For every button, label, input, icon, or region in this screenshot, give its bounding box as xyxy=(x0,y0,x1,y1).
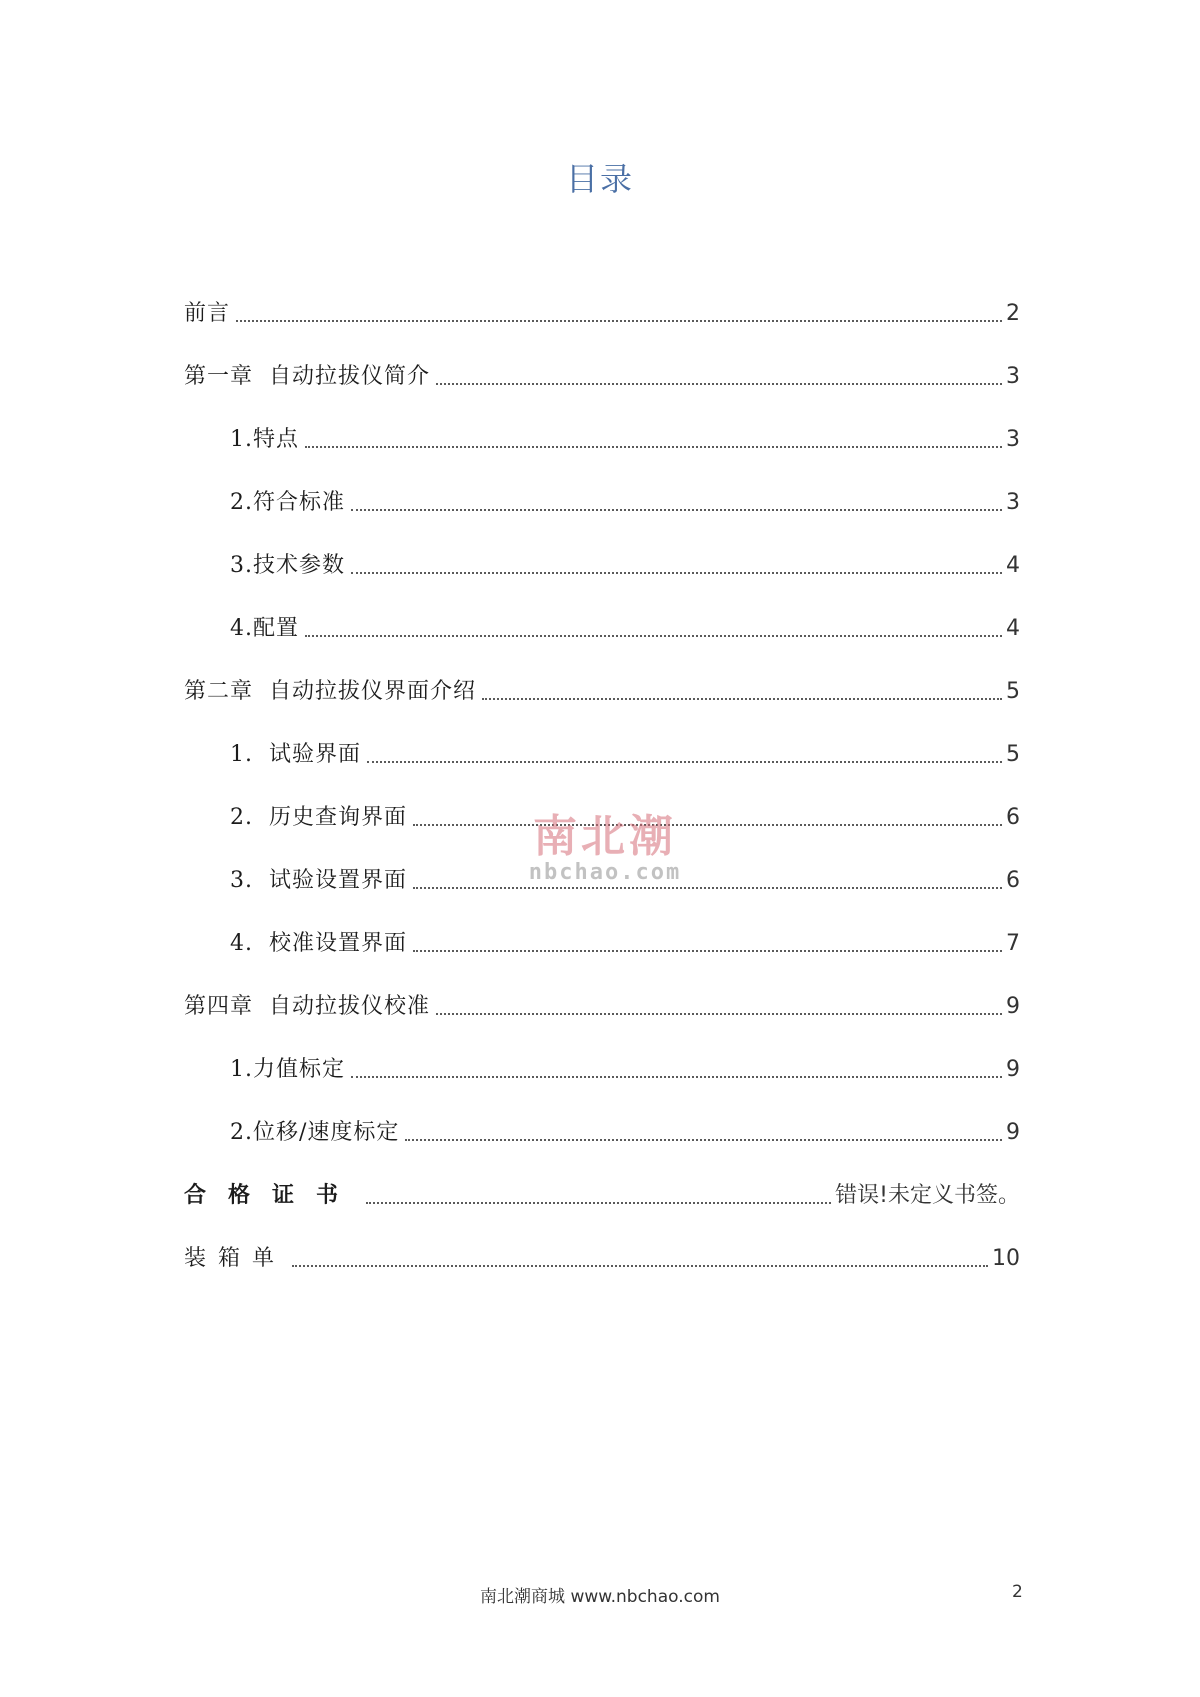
toc-entry-label: 4.配置 xyxy=(230,616,299,641)
dot-leader xyxy=(436,382,1002,385)
toc-entry-displacement-calibration[interactable] xyxy=(230,1107,1020,1147)
toc-entry-label: 第二章 自动拉拔仪界面介绍 xyxy=(184,679,476,704)
toc-entry-preface[interactable] xyxy=(184,288,1020,328)
toc-entry-page: 3 xyxy=(1006,364,1020,389)
toc-entry-page: 3 xyxy=(1006,490,1020,515)
toc-entry-force-calibration[interactable] xyxy=(230,1044,1020,1084)
toc-entry-page: 9 xyxy=(1006,1057,1020,1082)
dot-leader xyxy=(305,445,1002,448)
toc-entry-page: 6 xyxy=(1006,868,1020,893)
dot-leader xyxy=(413,823,1002,826)
dot-leader xyxy=(351,571,1002,574)
toc-entry-page: 9 xyxy=(1006,1120,1020,1145)
dot-leader xyxy=(436,1012,1002,1015)
toc-entry-page: 3 xyxy=(1006,427,1020,452)
toc-entry-page: 5 xyxy=(1006,742,1020,767)
toc-entry-configuration[interactable] xyxy=(230,603,1020,643)
toc-entry-page: 2 xyxy=(1006,301,1020,326)
dot-leader xyxy=(405,1138,1002,1141)
toc-entry-test-screen[interactable] xyxy=(230,729,1020,769)
toc-entry-chapter-4[interactable] xyxy=(184,981,1020,1021)
toc-entry-page: 5 xyxy=(1006,679,1020,704)
toc-entry-page: 4 xyxy=(1006,553,1020,578)
dot-leader xyxy=(351,508,1002,511)
page-title: 目录 xyxy=(565,160,634,198)
toc-entry-label: 3.技术参数 xyxy=(230,553,345,578)
toc-entry-calibration-settings-screen[interactable] xyxy=(230,918,1020,958)
toc-entry-page: 9 xyxy=(1006,994,1020,1019)
toc-entry-label: 前言 xyxy=(184,301,231,326)
toc-entry-label: 1. 试验界面 xyxy=(230,742,361,767)
dot-leader xyxy=(305,634,1002,637)
toc-entry-label: 2. 历史查询界面 xyxy=(230,805,407,830)
toc-entry-label: 第四章 自动拉拔仪校准 xyxy=(184,994,430,1019)
toc-entry-test-settings-screen[interactable] xyxy=(230,855,1020,895)
toc-entry-standards[interactable] xyxy=(230,477,1020,517)
toc-entry-label: 装箱单 xyxy=(184,1246,287,1271)
dot-leader xyxy=(482,697,1002,700)
page-number: 2 xyxy=(1012,1582,1023,1602)
toc-entry-history-screen[interactable] xyxy=(230,792,1020,832)
toc-entry-label: 1.特点 xyxy=(230,427,299,452)
toc-entry-page: 错误!未定义书签。 xyxy=(835,1183,1020,1208)
toc-entry-page: 4 xyxy=(1006,616,1020,641)
watermark-en: nbchao.com xyxy=(528,860,682,885)
toc-entry-label: 2.符合标准 xyxy=(230,490,345,515)
toc-entry-page: 10 xyxy=(992,1246,1020,1271)
toc-entry-label: 3. 试验设置界面 xyxy=(230,868,407,893)
dot-leader xyxy=(236,319,1002,322)
toc-entry-chapter-1[interactable] xyxy=(184,351,1020,391)
toc-entry-page: 7 xyxy=(1006,931,1020,956)
page-footer: 南北潮商城 www.nbchao.com xyxy=(480,1587,720,1607)
toc-entry-features[interactable] xyxy=(230,414,1020,454)
dot-leader xyxy=(413,949,1002,952)
toc-entry-specs[interactable] xyxy=(230,540,1020,580)
toc-entry-chapter-2[interactable] xyxy=(184,666,1020,706)
toc-entry-label: 1.力值标定 xyxy=(230,1057,345,1082)
toc-entry-certificate[interactable] xyxy=(184,1170,1020,1210)
dot-leader xyxy=(366,1201,831,1204)
dot-leader xyxy=(292,1264,988,1267)
watermark-cn: 南北潮 xyxy=(533,811,677,862)
toc-entry-packing-list[interactable] xyxy=(184,1233,1020,1273)
toc-entry-label: 第一章 自动拉拔仪简介 xyxy=(184,364,430,389)
dot-leader xyxy=(351,1075,1002,1078)
toc-entry-label: 2.位移/速度标定 xyxy=(230,1120,400,1145)
toc-entry-page: 6 xyxy=(1006,805,1020,830)
toc-entry-label: 4. 校准设置界面 xyxy=(230,931,407,956)
toc-entry-label: 合格证书 xyxy=(184,1183,361,1208)
dot-leader xyxy=(413,886,1002,889)
dot-leader xyxy=(367,760,1002,763)
